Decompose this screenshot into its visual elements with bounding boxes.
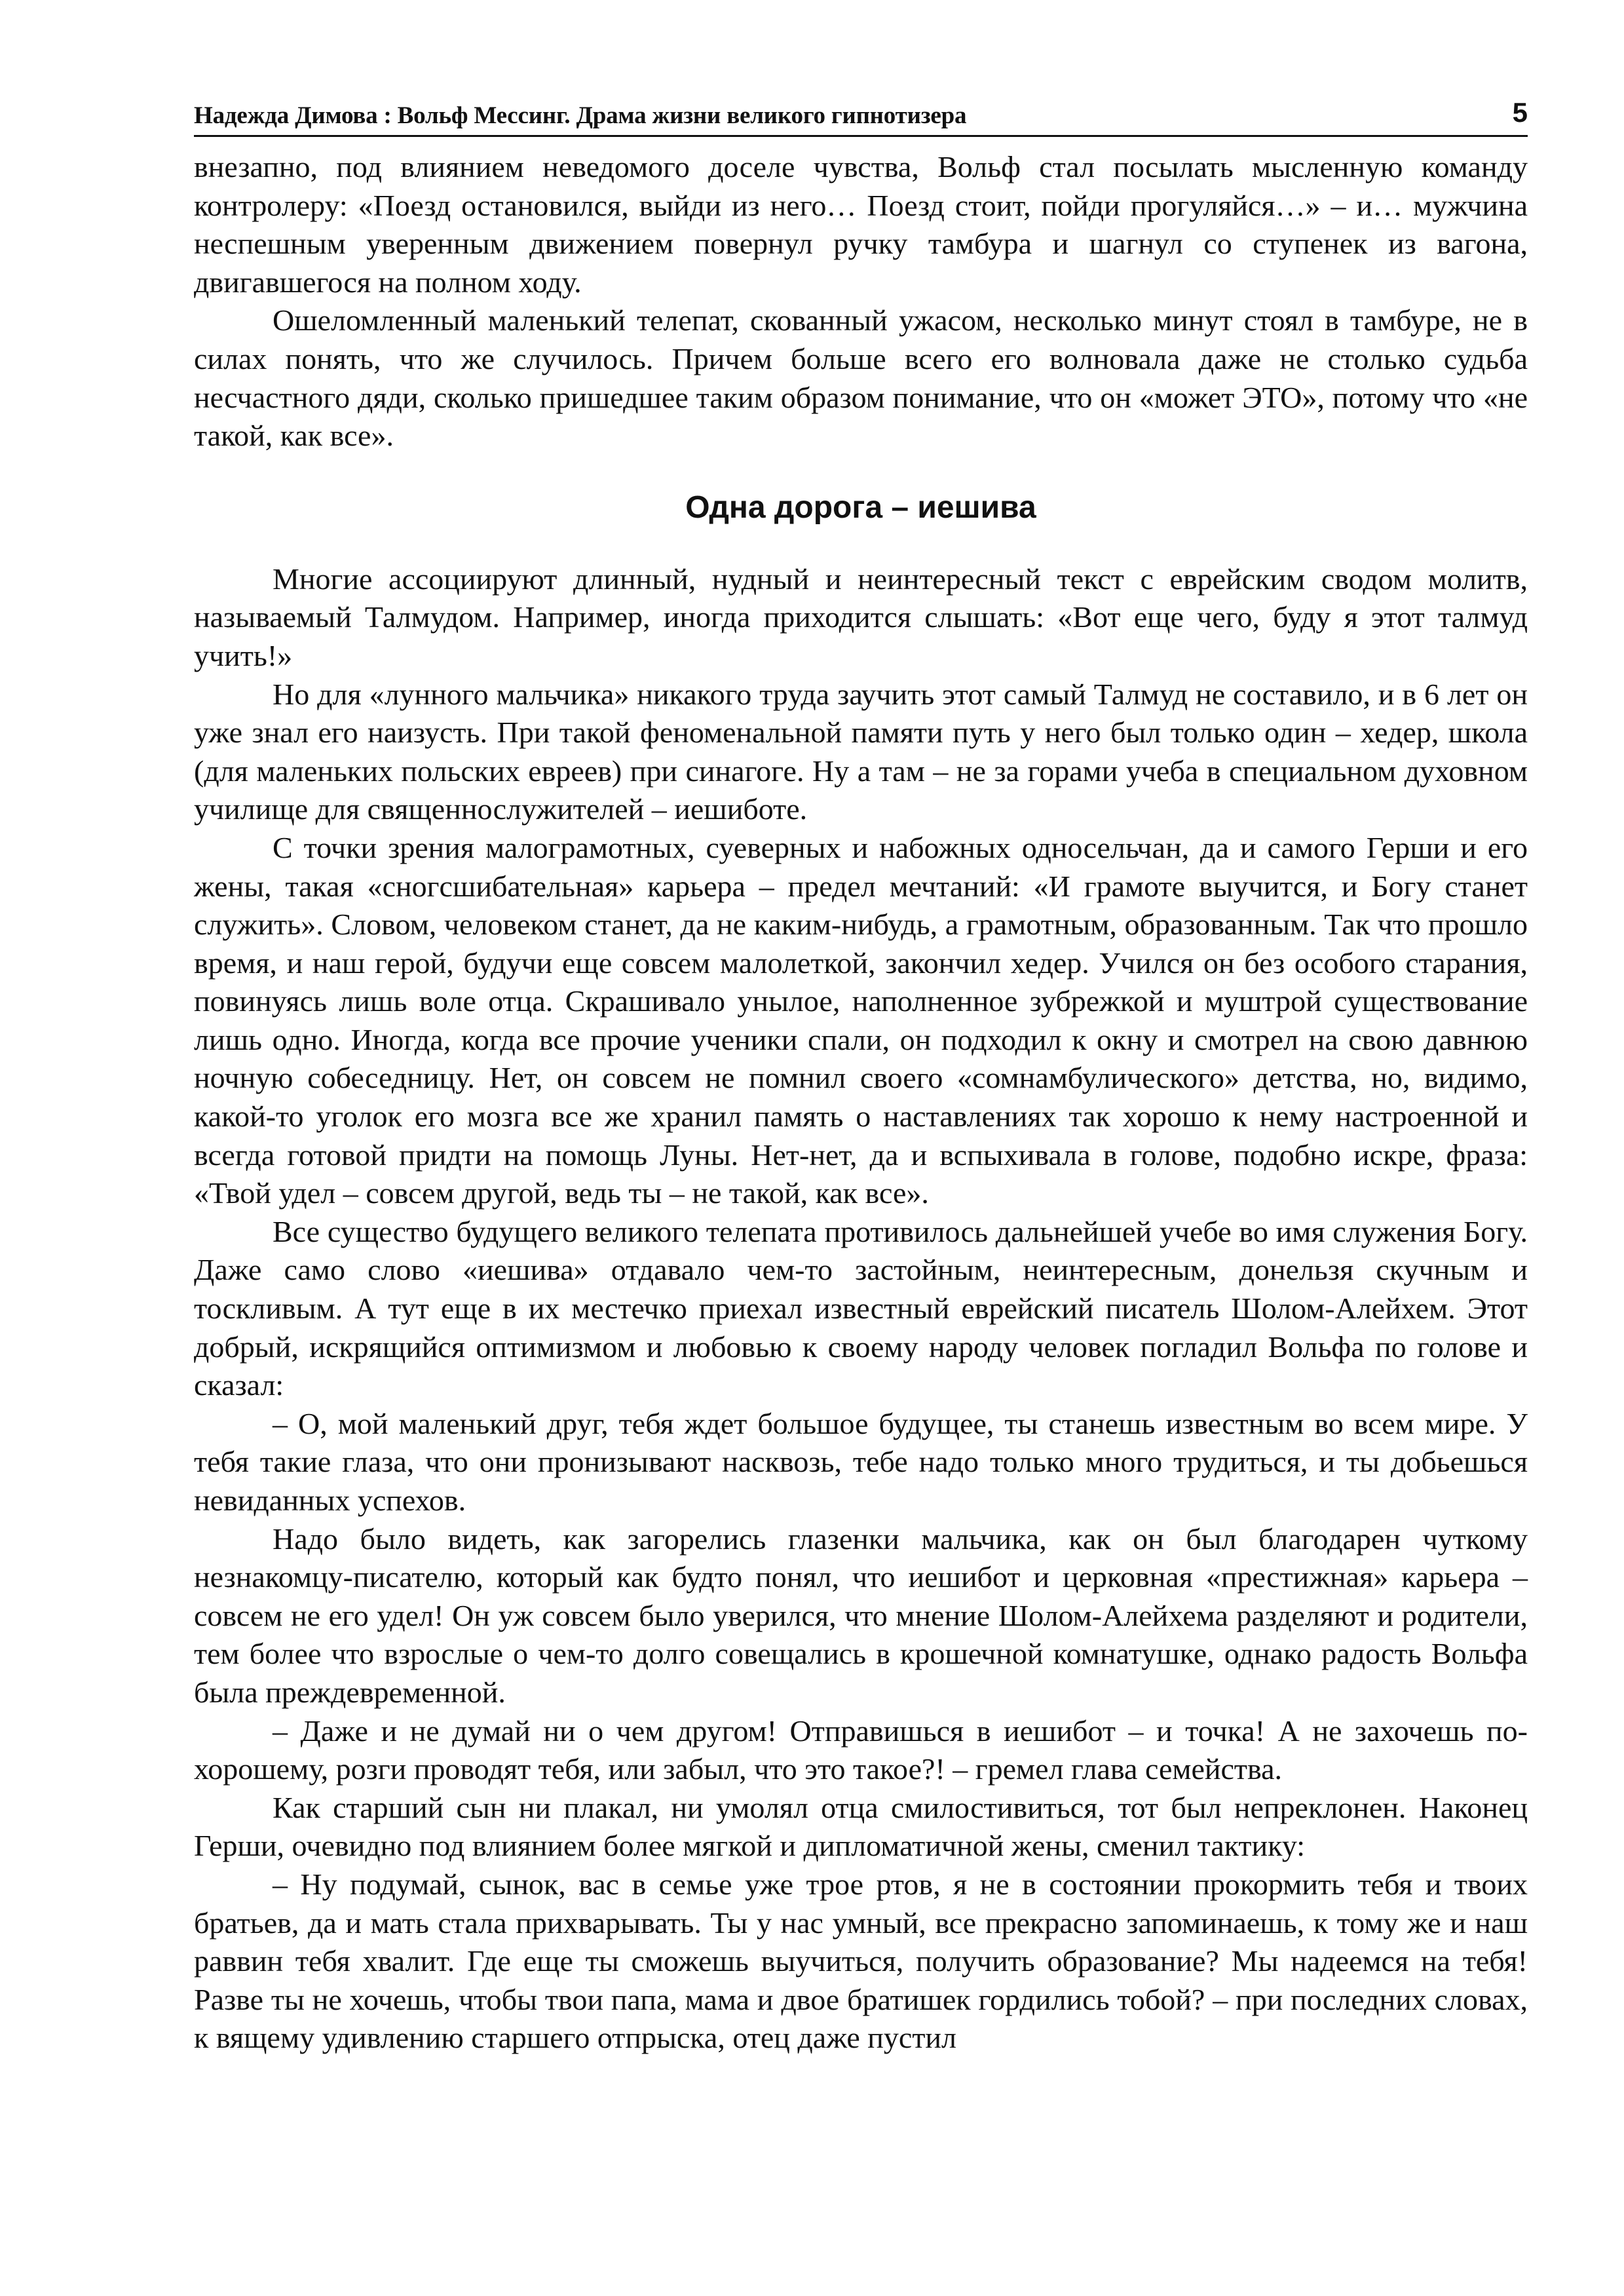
- running-header: [194, 93, 1528, 137]
- paragraph: внезапно, под влиянием неведомого доселе чувства, Вольф стал посылать мысленную команду контролеру: «Поезд остановился, выйди из него… Поезд стоит, пойди прогуляйся…» – и… мужчина неспешным уверенным движением повернул ручку тамбура и шагнул со ступенек из вагона, двигавшегося на полном ходу.: [194, 150, 1528, 299]
- dialogue-paragraph: – Даже и не думай ни о чем другом! Отправишься в иешибот – и точка! А не захочешь по-хорошему, розги проводят тебя, или забыл, что это такое?! – гремел глава семейства.: [194, 1713, 1528, 1786]
- page-number: 5: [1512, 97, 1528, 128]
- running-title: Надежда Димова : Вольф Мессинг. Драма жизни великого гипнотизера: [194, 102, 967, 129]
- paragraph: С точки зрения малограмотных, суеверных и набожных односельчан, да и самого Герши и его жены, такая «сногсшибательная» карьера – предел мечтаний: «И грамоте выучится, и Богу станет служить». Словом, человеком станет, да не каким-нибудь, а грамотным, образованным. Так что прошло время, и наш герой, будучи еще совсем малолеткой, закончил хедер. Учился он без особого старания, повинуясь лишь воле отца. Скрашивало унылое, наполненное зубрежкой и муштрой существование лишь одно. Иногда, когда все прочие ученики спали, он подходил к окну и смотрел на свою давнюю ночную собеседницу. Нет, он совсем не помнил своего «сомнамбулического» детства, но, видимо, какой-то уголок его мозга все же хранил память о наставлениях так хорошо к нему настроенной и всегда готовой придти на помощь Луны. Нет-нет, да и вспыхивала в голове, подобно искре, фраза: «Твой удел – совсем другой, ведь ты – не такой, как все».: [194, 830, 1528, 1210]
- paragraph: Ошеломленный маленький телепат, скованный ужасом, несколько минут стоял в тамбуре, не в силах понять, что же случилось. Причем больше всего его волновала даже не столько судьба несчастного дяди, сколько пришедшее таким образом понимание, что он «может ЭТО», потому что «не такой, как все».: [194, 303, 1528, 453]
- dialogue-paragraph: – Ну подумай, сынок, вас в семье уже трое ртов, я не в состоянии прокормить тебя и твоих братьев, да и мать стала прихварывать. Ты у нас умный, все прекрасно запоминаешь, к тому же и наш раввин тебя хвалит. Где еще ты сможешь выучиться, получить образование? Мы надеемся на тебя! Разве ты не хочешь, чтобы твои папа, мама и двое братишек гордились тобой? – при последних словах, к вящему удивлению старшего отпрыска, отец даже пустил: [194, 1867, 1528, 2055]
- paragraph: Надо было видеть, как загорелись глазенки мальчика, как он был благодарен чуткому незнакомцу-писателю, который как будто понял, что иешибот и церковная «престижная» карьера – совсем не его удел! Он уж совсем было уверился, что мнение Шолом-Алейхема разделяют и родители, тем более что взрослые о чем-то долго совещались в крошечной комнатушке, однако радость Вольфа была преждевременной.: [194, 1521, 1528, 1709]
- dialogue-paragraph: – О, мой маленький друг, тебя ждет большое будущее, ты станешь известным во всем мире. У тебя такие глаза, что они пронизывают насквозь, тебе надо только много трудиться, и ты добьешься невиданных успехов.: [194, 1406, 1528, 1517]
- paragraph: Многие ассоциируют длинный, нудный и неинтересный текст с еврейским сводом молитв, называемый Талмудом. Например, иногда приходится слышать: «Вот еще чего, буду я этот талмуд учить!»: [194, 562, 1528, 672]
- body-text: [194, 148, 1528, 2057]
- paragraph: Как старший сын ни плакал, ни умолял отца смилостивиться, тот был непреклонен. Наконец Герши, очевидно под влиянием более мягкой и дипломатичной жены, сменил тактику:: [194, 1790, 1528, 1863]
- section-heading: Одна дорога – иешива: [685, 489, 1036, 525]
- paragraph: Все существо будущего великого телепата противилось дальнейшей учебе во имя служения Богу. Даже само слово «иешива» отдавало чем-то застойным, неинтересным, донельзя скучным и тоскливым. А тут еще в их местечко приехал известный еврейский писатель Шолом-Алейхем. Этот добрый, искрящийся оптимизмом и любовью к своему народу человек погладил Вольфа по голове и сказал:: [194, 1214, 1528, 1402]
- paragraph: Но для «лунного мальчика» никакого труда заучить этот самый Талмуд не составило, и в 6 лет он уже знал его наизусть. При такой феноменальной памяти путь у него был только один – хедер, школа (для маленьких польских евреев) при синагоге. Ну а там – не за горами учеба в специальном духовном училище для священнослужителей – иешиботе.: [194, 677, 1528, 826]
